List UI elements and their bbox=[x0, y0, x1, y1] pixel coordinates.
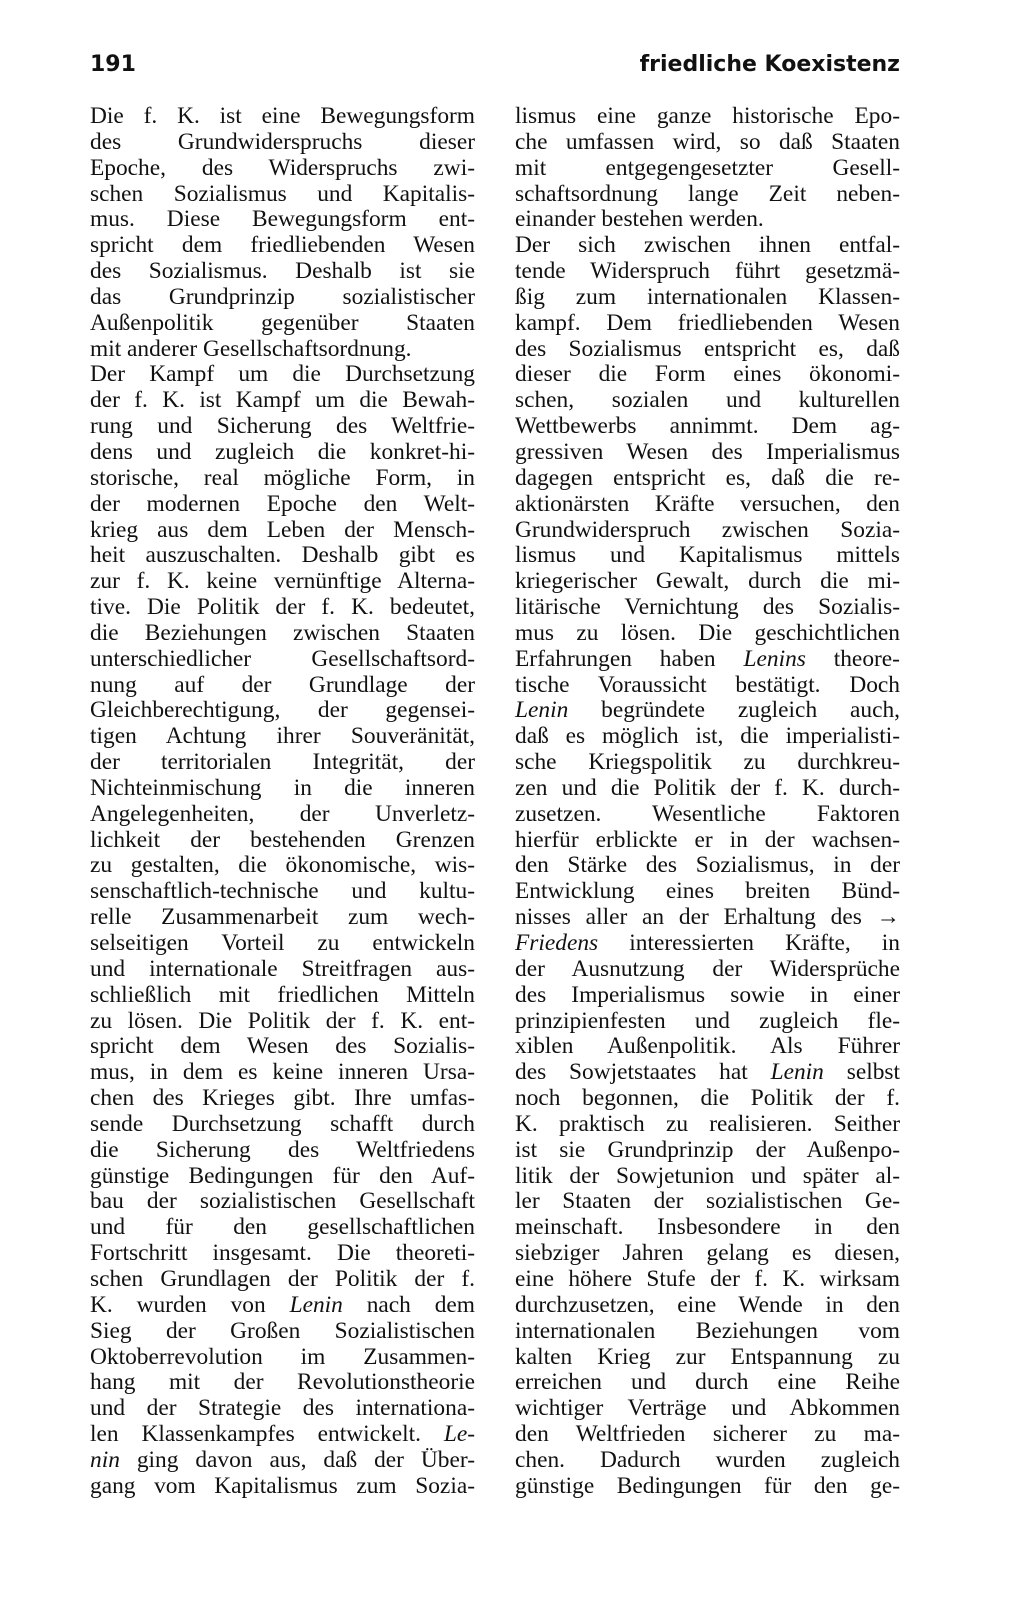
text-line: eine höhere Stufe der f. K. wirksam bbox=[515, 1265, 900, 1292]
text-line: Sieg der Großen Sozialistischen bbox=[90, 1317, 475, 1344]
text-line: zu gestalten, die ökonomische, wis- bbox=[90, 852, 475, 879]
text-line: Der sich zwischen ihnen entfal- bbox=[515, 232, 900, 259]
text-segment: theore- bbox=[805, 645, 900, 672]
text-line: gressiven Wesen des Imperialismus bbox=[515, 438, 900, 465]
text-line: günstige Bedingungen für den ge- bbox=[515, 1472, 900, 1499]
text-line: Angelegenheiten, der Unverletz- bbox=[90, 800, 475, 827]
text-line: xiblen Außenpolitik. Als Führer bbox=[515, 1033, 900, 1060]
italic-name: nin bbox=[90, 1446, 120, 1473]
text-line: durchzusetzen, eine Wende in den bbox=[515, 1291, 900, 1318]
text-line: Wettbewerbs annimmt. Dem ag- bbox=[515, 413, 900, 440]
text-line: aktionärsten Kräfte versuchen, den bbox=[515, 490, 900, 517]
text-line: Außenpolitik gegenüber Staaten bbox=[90, 309, 475, 336]
text-line: die Sicherung des Weltfriedens bbox=[90, 1136, 475, 1163]
text-segment: nach dem bbox=[342, 1291, 475, 1318]
text-line: chen. Dadurch wurden zugleich bbox=[515, 1446, 900, 1473]
text-line: kalten Krieg zur Entspannung zu bbox=[515, 1343, 900, 1370]
text-line: das Grundprinzip sozialistischer bbox=[90, 283, 475, 310]
text-line: und internationale Streitfragen aus- bbox=[90, 955, 475, 982]
text-line: einander bestehen werden. bbox=[515, 206, 764, 233]
italic-name: Lenin bbox=[770, 1059, 824, 1086]
text-line: noch begonnen, die Politik der f. bbox=[515, 1085, 900, 1112]
text-segment: selbst bbox=[823, 1059, 900, 1086]
text-line: lichkeit der bestehenden Grenzen bbox=[90, 826, 475, 853]
text-line: Die f. K. ist eine Bewegungsform bbox=[90, 103, 475, 129]
italic-name: Le- bbox=[443, 1421, 475, 1448]
text-line: schen, sozialen und kulturellen bbox=[515, 387, 900, 414]
text-line: dens und zugleich die konkret-hi- bbox=[90, 438, 475, 465]
text-line: heit auszuschalten. Deshalb gibt es bbox=[90, 542, 475, 569]
text-line: siebziger Jahren gelang es diesen, bbox=[515, 1240, 900, 1267]
text-line: hierfür erblickte er in der wachsen- bbox=[515, 826, 900, 853]
text-line bbox=[90, 1293, 475, 1319]
text-line: gang vom Kapitalismus zum Sozia- bbox=[90, 1472, 475, 1499]
text-line: und der Strategie des internationa- bbox=[90, 1395, 475, 1422]
text-line: Entwicklung eines breiten Bünd- bbox=[515, 878, 900, 905]
running-head: friedliche Koexistenz bbox=[639, 52, 900, 77]
text-line: schließlich mit friedlichen Mitteln bbox=[90, 981, 475, 1008]
text-line: der Ausnutzung der Widersprüche bbox=[515, 955, 900, 982]
text-segment: K. wurden von bbox=[90, 1291, 290, 1318]
text-line: Nichteinmischung in die inneren bbox=[90, 774, 475, 801]
text-line: des Imperialismus sowie in einer bbox=[515, 981, 900, 1008]
text-line: dagegen entspricht es, daß die re- bbox=[515, 464, 900, 491]
text-line: zen und die Politik der f. K. durch- bbox=[515, 774, 900, 801]
text-line: kampf. Dem friedliebenden Wesen bbox=[515, 309, 900, 336]
text-line: den Weltfrieden sicherer zu ma- bbox=[515, 1421, 900, 1448]
text-line: der modernen Epoche den Welt- bbox=[90, 490, 475, 517]
text-line: ist sie Grundprinzip der Außenpo- bbox=[515, 1136, 900, 1163]
text-line: schaftsordnung lange Zeit neben- bbox=[515, 180, 900, 207]
text-line: krieg aus dem Leben der Mensch- bbox=[90, 516, 475, 543]
text-line: erreichen und durch eine Reihe bbox=[515, 1369, 900, 1396]
text-line: sende Durchsetzung schafft durch bbox=[90, 1110, 475, 1137]
italic-name: Lenin bbox=[515, 697, 569, 724]
text-line: zusetzen. Wesentliche Faktoren bbox=[515, 800, 900, 827]
text-line: che umfassen wird, so daß Staaten bbox=[515, 128, 900, 155]
text-line: spricht dem friedliebenden Wesen bbox=[90, 232, 475, 259]
text-column-left bbox=[90, 104, 475, 1500]
text-line: schen Sozialismus und Kapitalis- bbox=[90, 180, 475, 207]
text-line: Grundwiderspruch zwischen Sozia- bbox=[515, 516, 900, 543]
text-line: günstige Bedingungen für den Auf- bbox=[90, 1162, 475, 1189]
text-line: dieser die Form eines ökonomi- bbox=[515, 361, 900, 388]
text-line: kriegerischer Gewalt, durch die mi- bbox=[515, 568, 900, 595]
italic-name: Lenins bbox=[743, 645, 806, 672]
text-line bbox=[515, 1060, 900, 1086]
text-line: und für den gesellschaftlichen bbox=[90, 1214, 475, 1241]
text-line: ßig zum internationalen Klassen- bbox=[515, 283, 900, 310]
text-segment: ging davon aus, daß der Über- bbox=[119, 1446, 475, 1473]
text-line: der territorialen Integrität, der bbox=[90, 749, 475, 776]
text-line: Oktoberrevolution im Zusammen- bbox=[90, 1343, 475, 1370]
text-line: schen Grundlagen der Politik der f. bbox=[90, 1265, 475, 1292]
text-line: tigen Achtung ihrer Souveränität, bbox=[90, 723, 475, 750]
text-line: unterschiedlicher Gesellschaftsord- bbox=[90, 645, 475, 672]
text-line: zu lösen. Die Politik der f. K. ent- bbox=[90, 1007, 475, 1034]
text-line: Fortschritt insgesamt. Die theoreti- bbox=[90, 1240, 475, 1267]
text-line: sche Kriegspolitik zu durchkreu- bbox=[515, 749, 900, 776]
text-segment: Erfahrungen haben bbox=[515, 645, 744, 672]
text-line: zur f. K. keine vernünftige Alterna- bbox=[90, 568, 475, 595]
text-line: den Stärke des Sozialismus, in der bbox=[515, 852, 900, 879]
text-line: des Sozialismus entspricht es, daß bbox=[515, 335, 900, 362]
text-line: meinschaft. Insbesondere in den bbox=[515, 1214, 900, 1241]
text-column-right bbox=[515, 104, 900, 1500]
text-line bbox=[515, 647, 900, 673]
italic-name: Lenin bbox=[289, 1291, 343, 1318]
text-line: K. praktisch zu realisieren. Seither bbox=[515, 1110, 900, 1137]
text-line: bau der sozialistischen Gesellschaft bbox=[90, 1188, 475, 1215]
text-line: lismus eine ganze historische Epo- bbox=[515, 103, 900, 129]
text-line: Epoche, des Widerspruchs zwi- bbox=[90, 154, 475, 181]
text-line: Gleichberechtigung, der gegensei- bbox=[90, 697, 475, 724]
text-line: Der Kampf um die Durchsetzung bbox=[90, 361, 475, 388]
text-line: tende Widerspruch führt gesetzmä- bbox=[515, 258, 900, 285]
text-line: daß es möglich ist, die imperialisti- bbox=[515, 723, 900, 750]
text-line bbox=[90, 1448, 475, 1474]
text-line: nung auf der Grundlage der bbox=[90, 671, 475, 698]
text-segment: interessierten Kräfte, in bbox=[598, 930, 900, 956]
text-line: mus, in dem es keine inneren Ursa- bbox=[90, 1059, 475, 1086]
italic-name: Friedens bbox=[515, 930, 599, 956]
text-line: relle Zusammenarbeit zum wech- bbox=[90, 904, 475, 931]
text-line: nisses aller an der Erhaltung des → bbox=[515, 904, 900, 931]
text-line: selseitigen Vorteil zu entwickeln bbox=[90, 930, 475, 956]
text-line: internationalen Beziehungen vom bbox=[515, 1317, 900, 1344]
text-line: mus zu lösen. Die geschichtlichen bbox=[515, 619, 900, 646]
text-line: prinzipienfesten und zugleich fle- bbox=[515, 1007, 900, 1034]
text-line: rung und Sicherung des Weltfrie- bbox=[90, 413, 475, 440]
text-line: tische Voraussicht bestätigt. Doch bbox=[515, 671, 900, 698]
text-line: der f. K. ist Kampf um die Bewah- bbox=[90, 387, 475, 414]
page-number: 191 bbox=[90, 52, 136, 77]
text-line bbox=[515, 698, 900, 724]
text-line: litik der Sowjetunion und später al- bbox=[515, 1162, 900, 1189]
text-line: lismus und Kapitalismus mittels bbox=[515, 542, 900, 569]
text-line: des Grundwiderspruchs dieser bbox=[90, 128, 475, 155]
text-line: senschaftlich-technische und kultu- bbox=[90, 878, 475, 905]
text-segment: des Sowjetstaates hat bbox=[515, 1059, 771, 1086]
text-line bbox=[515, 931, 900, 957]
text-segment: len Klassenkampfes entwickelt. bbox=[90, 1421, 444, 1448]
page-header bbox=[90, 52, 900, 92]
text-line: tive. Die Politik der f. K. bedeutet, bbox=[90, 594, 475, 621]
text-line: chen des Krieges gibt. Ihre umfas- bbox=[90, 1085, 475, 1112]
text-line: des Sozialismus. Deshalb ist sie bbox=[90, 258, 475, 285]
text-line bbox=[90, 1422, 475, 1448]
text-line: mit entgegengesetzter Gesell- bbox=[515, 154, 900, 181]
text-line: spricht dem Wesen des Sozialis- bbox=[90, 1033, 475, 1060]
text-segment: begründete zugleich auch, bbox=[568, 697, 900, 724]
text-line: mus. Diese Bewegungsform ent- bbox=[90, 206, 475, 233]
text-line: wichtiger Verträge und Abkommen bbox=[515, 1395, 900, 1422]
text-line: die Beziehungen zwischen Staaten bbox=[90, 619, 475, 646]
text-line: mit anderer Gesellschaftsordnung. bbox=[90, 335, 412, 362]
text-line: storische, real mögliche Form, in bbox=[90, 464, 475, 491]
text-line: ler Staaten der sozialistischen Ge- bbox=[515, 1188, 900, 1215]
text-line: hang mit der Revolutionstheorie bbox=[90, 1369, 475, 1396]
text-line: litärische Vernichtung des Sozialis- bbox=[515, 594, 900, 621]
